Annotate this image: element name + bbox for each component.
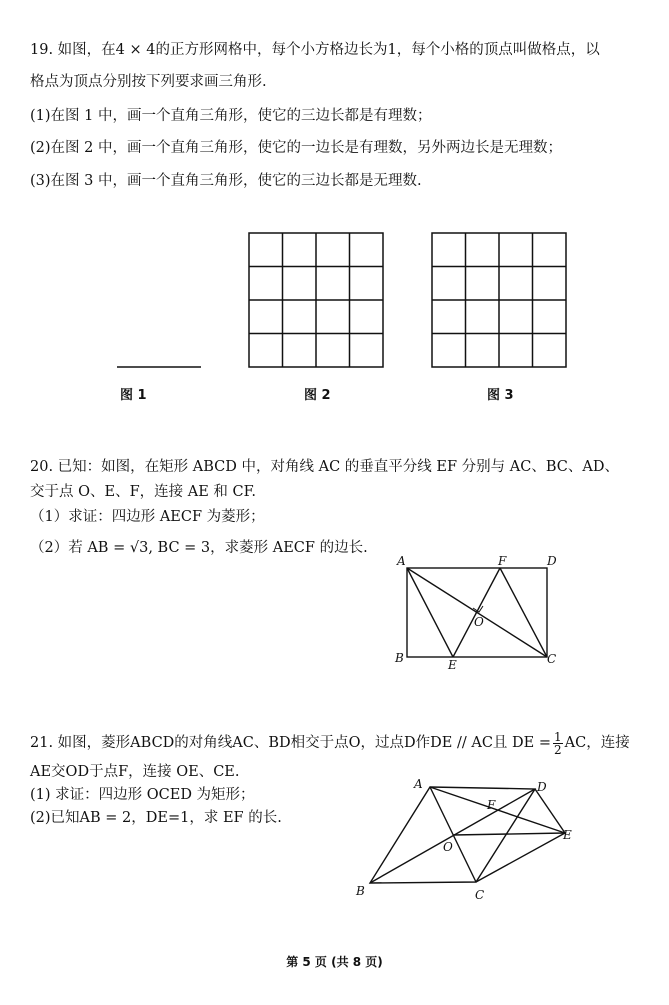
q21-label-e: E	[563, 828, 572, 842]
q19-part3: (3)在图 3 中，画一个直角三角形，使它的三边长都是无理数.	[30, 173, 422, 189]
q20-part2-prefix: （2）若 AB =	[30, 540, 130, 556]
q20-label-a: A	[397, 554, 406, 568]
page-footer: 第 5 页 (共 8 页)	[286, 955, 383, 969]
q20-part2-suffix: , BC = 3，求菱形 AECF 的边长.	[148, 540, 368, 556]
q20-part2-sqrt: √3	[129, 540, 149, 556]
q21-fraction-numerator: 1	[554, 729, 562, 744]
q21-line1	[30, 728, 630, 758]
q20-figure	[390, 552, 570, 672]
q19-line2: 格点为顶点分别按下列要求画三角形.	[30, 74, 267, 90]
q21-part2: (2)已知AB = 2，DE=1，求 EF 的长.	[30, 810, 282, 826]
figure-2-grid	[247, 231, 387, 371]
q21-label-o: O	[443, 840, 453, 854]
q19-part2: (2)在图 2 中，画一个直角三角形，使它的一边长是有理数，另外两边长是无理数；	[30, 140, 562, 156]
q20-label-o: O	[474, 615, 484, 629]
q21-label-b: B	[356, 884, 365, 898]
q20-line2: 交于点 O、E、F，连接 AE 和 CF.	[30, 484, 257, 500]
q19-line1: 19. 如图，在4 × 4的正方形网格中，每个小方格边长为1，每个小格的顶点叫做格点，以	[30, 42, 600, 58]
q20-part2	[30, 538, 368, 558]
q21-label-f: F	[487, 798, 496, 812]
q21-fraction	[553, 731, 563, 756]
q21-line1-suffix: AC，连接	[564, 735, 630, 751]
q21-figure	[350, 775, 580, 905]
q20-label-d: D	[547, 554, 557, 568]
q21-label-d: D	[537, 780, 547, 794]
q20-label-e: E	[448, 658, 457, 672]
q21-label-c: C	[475, 888, 485, 902]
q21-line1-prefix: 21. 如图，菱形ABCD的对角线AC、BD相交于点O，过点D作DE // AC且 DE =	[30, 735, 551, 751]
q20-label-f: F	[498, 554, 507, 568]
q20-part1: （1）求证：四边形 AECF 为菱形；	[30, 509, 265, 525]
q21-label-a: A	[414, 777, 423, 791]
q21-line2: AE交OD于点F，连接 OE、CE.	[30, 764, 240, 780]
figure-2-caption: 图 2	[304, 388, 331, 403]
q20-label-b: B	[395, 651, 404, 665]
q20-line1: 20. 已知：如图，在矩形 ABCD 中，对角线 AC 的垂直平分线 EF 分别与 AC、BC、AD、	[30, 459, 619, 475]
q19-part1: (1)在图 1 中，画一个直角三角形，使它的三边长都是有理数；	[30, 108, 432, 124]
q21-fraction-denominator: 2	[554, 742, 562, 757]
figure-1-segment	[115, 362, 205, 372]
figure-3-caption: 图 3	[487, 388, 514, 403]
q21-part1: (1) 求证：四边形 OCED 为矩形；	[30, 787, 255, 803]
q20-label-c: C	[547, 652, 557, 666]
figure-1-caption: 图 1	[120, 388, 147, 403]
figure-3-grid	[430, 231, 570, 371]
